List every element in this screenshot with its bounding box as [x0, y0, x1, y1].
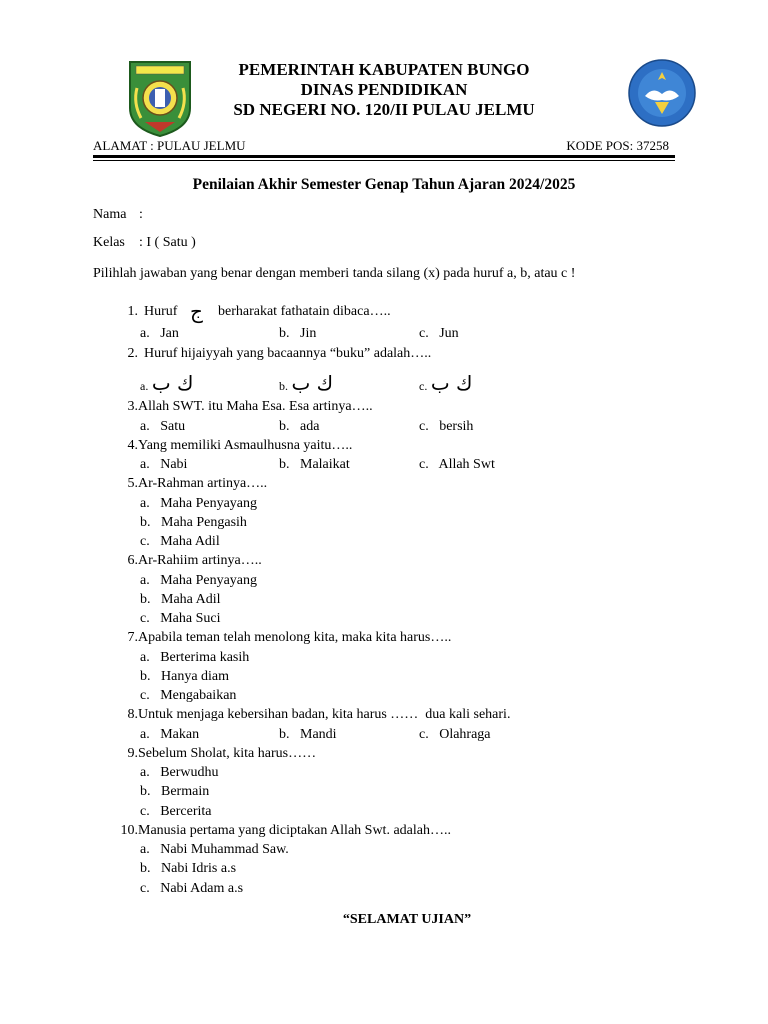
- header-line-3: SD NEGERI NO. 120/II PULAU JELMU: [233, 100, 535, 119]
- option-letter: a.: [140, 457, 150, 472]
- option-letter: c.: [140, 881, 150, 896]
- option-letter: b.: [279, 457, 290, 472]
- option-a[interactable]: [140, 650, 249, 666]
- option-text: Mengabaikan: [160, 688, 237, 703]
- option-letter: b.: [140, 861, 151, 876]
- option-c[interactable]: [419, 326, 459, 342]
- question-8: [114, 707, 674, 727]
- option-text: Berwudhu: [160, 765, 219, 780]
- option-a[interactable]: [140, 371, 194, 395]
- option-c[interactable]: [140, 804, 212, 820]
- postal-code: KODE POS: 37258: [566, 138, 669, 153]
- option-text: Makan: [160, 727, 200, 742]
- question-text: Apabila teman telah menolong kita, maka kita harus…..: [138, 630, 452, 645]
- option-letter: b.: [140, 515, 151, 530]
- option-letter: b.: [140, 784, 151, 799]
- option-c[interactable]: [419, 371, 473, 395]
- question-text: Manusia pertama yang diciptakan Allah Swt. adalah…..: [138, 823, 451, 838]
- question-text: Huruf hijaiyyah yang bacaannya “buku” adalah…..: [144, 346, 432, 361]
- question-number: 9.: [127, 746, 138, 761]
- option-c[interactable]: [419, 727, 491, 743]
- option-letter: b.: [140, 669, 151, 684]
- option-letter: a.: [140, 326, 150, 341]
- option-letter: c.: [140, 804, 150, 819]
- question-number: 3.: [127, 399, 138, 414]
- option-c[interactable]: [140, 881, 243, 897]
- option-c[interactable]: [140, 611, 220, 627]
- option-text: ك ب: [151, 371, 194, 395]
- question-5: [114, 476, 674, 496]
- option-letter: c.: [419, 326, 429, 341]
- option-a[interactable]: [140, 496, 257, 512]
- option-b[interactable]: [140, 515, 247, 531]
- question-number: 10.: [120, 823, 138, 838]
- option-letter: c.: [140, 534, 150, 549]
- question-10: [114, 823, 674, 843]
- option-c[interactable]: [140, 534, 220, 550]
- option-b[interactable]: [140, 669, 229, 685]
- option-text: Malaikat: [300, 457, 350, 472]
- option-a[interactable]: [140, 457, 187, 473]
- question-6: [114, 553, 674, 573]
- option-letter: c.: [419, 379, 428, 393]
- option-letter: b.: [279, 727, 290, 742]
- option-text: Maha Suci: [160, 611, 221, 626]
- option-letter: a.: [140, 727, 150, 742]
- question-text: Ar-Rahman artinya…..: [138, 476, 268, 491]
- option-b[interactable]: [279, 727, 337, 743]
- option-letter: a.: [140, 379, 149, 393]
- option-text: Allah Swt: [438, 457, 495, 472]
- option-b[interactable]: [140, 861, 236, 877]
- option-b[interactable]: [279, 457, 350, 473]
- option-letter: c.: [419, 419, 429, 434]
- instruction-text: Pilihlah jawaban yang benar dengan memberi tanda silang (x) pada huruf a, b, atau c !: [93, 266, 576, 281]
- option-text: Berterima kasih: [160, 650, 250, 665]
- question-number: 1.: [127, 304, 138, 319]
- question-number: 6.: [127, 553, 138, 568]
- option-a[interactable]: [140, 573, 257, 589]
- option-letter: c.: [140, 611, 150, 626]
- header-divider-thick: [93, 155, 675, 158]
- question-3: [114, 399, 674, 419]
- option-letter: a.: [140, 650, 150, 665]
- option-text: Maha Adil: [160, 534, 220, 549]
- option-text: Nabi: [160, 457, 188, 472]
- option-letter: a.: [140, 573, 150, 588]
- option-letter: a.: [140, 496, 150, 511]
- kelas-value: : I ( Satu ): [139, 235, 196, 250]
- option-letter: b.: [140, 592, 151, 607]
- question-text: Untuk menjaga kebersihan badan, kita harus …… dua kali sehari.: [138, 707, 511, 722]
- question-text: Yang memiliki Asmaulhusna yaitu…..: [138, 438, 353, 453]
- option-b[interactable]: [279, 371, 333, 395]
- option-letter: c.: [419, 727, 429, 742]
- option-text: Jin: [300, 326, 317, 341]
- question-1: [114, 299, 674, 326]
- option-text: Nabi Adam a.s: [160, 881, 244, 896]
- option-letter: c.: [140, 688, 150, 703]
- option-letter: b.: [279, 379, 288, 393]
- question-number: 4.: [127, 438, 138, 453]
- option-text: Jun: [439, 326, 459, 341]
- option-letter: a.: [140, 419, 150, 434]
- option-text: Maha Pengasih: [161, 515, 247, 530]
- header-line-2: DINAS PENDIDIKAN: [300, 80, 468, 99]
- kelas-label: Kelas: [93, 235, 125, 250]
- school-address: ALAMAT : PULAU JELMU: [93, 138, 246, 153]
- option-text: Nabi Muhammad Saw.: [160, 842, 289, 857]
- exam-title: Penilaian Akhir Semester Genap Tahun Ajaran 2024/2025: [192, 176, 576, 193]
- arabic-letter: ج: [190, 299, 203, 323]
- option-a[interactable]: [140, 419, 185, 435]
- option-letter: a.: [140, 842, 150, 857]
- closing-greeting: “SELAMAT UJIAN”: [342, 912, 472, 927]
- option-b[interactable]: [279, 419, 319, 435]
- question-number: 2.: [127, 346, 138, 361]
- option-text: Jan: [160, 326, 179, 341]
- option-c[interactable]: [140, 688, 236, 704]
- option-b[interactable]: [140, 592, 221, 608]
- option-text: Maha Penyayang: [160, 573, 258, 588]
- question-2: [114, 346, 674, 366]
- option-c[interactable]: [419, 457, 495, 473]
- header-line-1: PEMERINTAH KABUPATEN BUNGO: [238, 60, 530, 79]
- tut-wuri-handayani-icon: [627, 58, 697, 128]
- header-divider-thin: [93, 160, 675, 161]
- question-text: Sebelum Sholat, kita harus……: [138, 746, 317, 761]
- question-text: Ar-Rahiim artinya…..: [138, 553, 262, 568]
- question-text: Allah SWT. itu Maha Esa. Esa artinya…..: [138, 399, 373, 414]
- option-b[interactable]: [279, 326, 316, 342]
- option-letter: b.: [279, 326, 290, 341]
- question-7: [114, 630, 674, 650]
- option-text: Hanya diam: [161, 669, 230, 684]
- option-text: ك ب: [291, 371, 334, 395]
- question-4: [114, 438, 674, 458]
- option-a[interactable]: [140, 727, 199, 743]
- option-text: ada: [300, 419, 320, 434]
- option-text: Bermain: [161, 784, 210, 799]
- option-text: Maha Adil: [161, 592, 221, 607]
- option-letter: a.: [140, 765, 150, 780]
- option-text: Olahraga: [439, 727, 491, 742]
- option-letter: b.: [279, 419, 290, 434]
- option-text: Satu: [160, 419, 186, 434]
- option-a[interactable]: [140, 765, 219, 781]
- question-number: 7.: [127, 630, 138, 645]
- question-number: 8.: [127, 707, 138, 722]
- option-c[interactable]: [419, 419, 473, 435]
- option-text: Nabi Idris a.s: [161, 861, 237, 876]
- question-text-pre: Huruf: [144, 304, 178, 319]
- question-9: [114, 746, 674, 766]
- question-number: 5.: [127, 476, 138, 491]
- option-b[interactable]: [140, 784, 209, 800]
- option-text: bersih: [439, 419, 474, 434]
- option-letter: c.: [419, 457, 429, 472]
- option-a[interactable]: [140, 842, 289, 858]
- option-a[interactable]: [140, 326, 179, 342]
- nama-label: Nama: [93, 207, 127, 222]
- option-text: Mandi: [300, 727, 337, 742]
- option-text: ك ب: [430, 371, 473, 395]
- question-text-post: berharakat fathatain dibaca…..: [218, 304, 391, 319]
- option-text: Bercerita: [160, 804, 212, 819]
- nama-separator: :: [139, 207, 143, 222]
- option-text: Maha Penyayang: [160, 496, 258, 511]
